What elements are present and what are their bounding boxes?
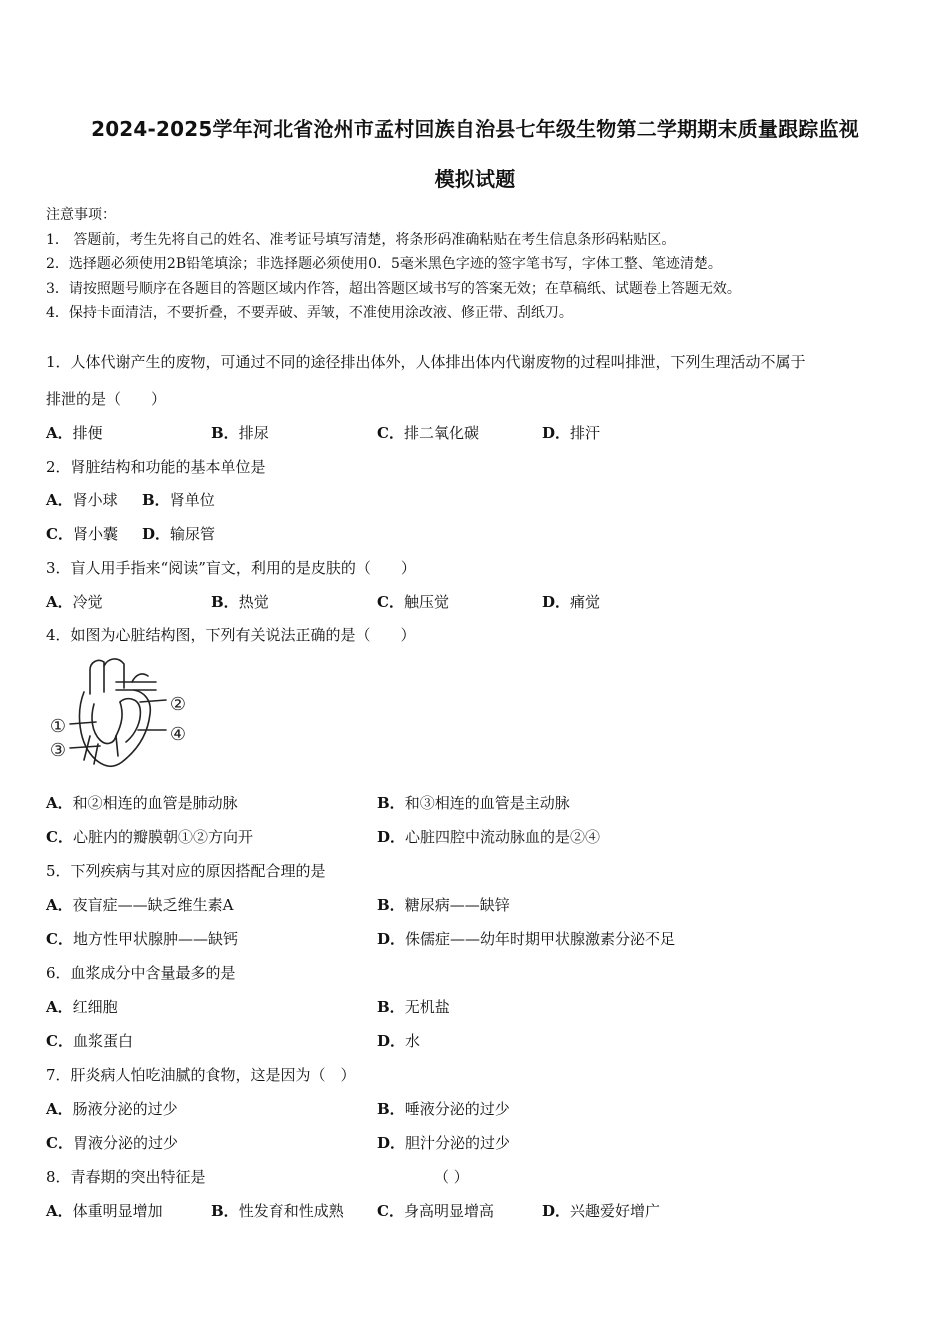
option-b: B．性发育和性成熟 — [211, 1202, 344, 1220]
option-b: B．肾单位 — [142, 491, 215, 509]
option-d: D．排汗 — [542, 424, 601, 442]
question-stem: 1．人体代谢产生的废物，可通过不同的途径排出体外，人体排出体内代谢废物的过程叫排泄，下列生理活动不属于 — [46, 353, 806, 371]
option-c: C．血浆蛋白 — [46, 1032, 133, 1050]
option-a: A．体重明显增加 — [46, 1202, 163, 1220]
option-a: A．红细胞 — [46, 998, 118, 1016]
option-a: A．肾小球 — [46, 491, 118, 509]
question-stem: 8．青春期的突出特征是 — [46, 1168, 206, 1186]
option-d: D．胆汁分泌的过少 — [377, 1134, 511, 1152]
option-b: B．糖尿病——缺锌 — [377, 896, 510, 914]
option-d: D．痛觉 — [542, 593, 601, 611]
label-1: ① — [49, 716, 67, 737]
note-item: 2．选择题必须使用2B铅笔填涂；非选择题必须使用0．5毫米黑色字迹的签字笔书写，字体工整、笔迹清楚。 — [46, 256, 722, 272]
page-title-line2: 模拟试题 — [434, 167, 516, 191]
option-a: A．排便 — [46, 424, 103, 442]
option-c: C．触压觉 — [377, 593, 449, 611]
heart-diagram — [44, 652, 196, 774]
option-d: D．侏儒症——幼年时期甲状腺激素分泌不足 — [377, 930, 676, 948]
note-item: 4．保持卡面清洁，不要折叠，不要弄破、弄皱，不准使用涂改液、修正带、刮纸刀。 — [46, 305, 573, 321]
question-stem: 4．如图为心脏结构图，下列有关说法正确的是（ ） — [46, 626, 416, 644]
option-c: C．地方性甲状腺肿——缺钙 — [46, 930, 238, 948]
label-2: ② — [169, 694, 187, 715]
option-c: C．排二氧化碳 — [377, 424, 479, 442]
note-item: 3．请按照题号顺序在各题目的答题区域内作答，超出答题区域书写的答案无效；在草稿纸、试题卷上答题无效。 — [46, 280, 741, 297]
question-stem: 7．肝炎病人怕吃油腻的食物，这是因为（ ） — [46, 1066, 356, 1084]
option-c: C．胃液分泌的过少 — [46, 1134, 178, 1152]
option-a: A．夜盲症——缺乏维生素A — [46, 896, 234, 914]
notes-section — [46, 203, 741, 326]
option-d: D．心脏四腔中流动脉血的是②④ — [377, 828, 601, 846]
option-d: D．水 — [377, 1032, 421, 1050]
option-c: C．心脏内的瓣膜朝①②方向开 — [46, 828, 253, 846]
question-stem: 2．肾脏结构和功能的基本单位是 — [46, 458, 266, 476]
option-a: A．冷觉 — [46, 593, 103, 611]
label-3: ③ — [49, 740, 67, 761]
option-c: C．身高明显增高 — [377, 1202, 494, 1220]
option-d: D．输尿管 — [142, 525, 216, 543]
option-a: A．肠液分泌的过少 — [46, 1100, 178, 1118]
option-d: D．兴趣爱好增广 — [542, 1202, 661, 1220]
option-b: B．热觉 — [211, 593, 269, 611]
option-b: B．无机盐 — [377, 998, 450, 1016]
question-stem: 6．血浆成分中含量最多的是 — [46, 964, 236, 982]
label-4: ④ — [169, 724, 187, 745]
notes-heading: 注意事项： — [46, 207, 116, 223]
question-stem-cont: 排泄的是（ ） — [46, 390, 167, 408]
option-b: B．排尿 — [211, 424, 269, 442]
question-stem: 3．盲人用手指来“阅读”盲文，利用的是皮肤的（ ） — [46, 559, 416, 577]
question-stem: 5．下列疾病与其对应的原因搭配合理的是 — [46, 862, 326, 880]
answer-paren: （ ） — [434, 1168, 469, 1186]
note-item: 1． 答题前，考生先将自己的姓名、准考证号填写清楚，将条形码准确粘贴在考生信息条形码粘贴区。 — [46, 231, 676, 248]
option-b: B．和③相连的血管是主动脉 — [377, 794, 570, 812]
option-c: C．肾小囊 — [46, 525, 118, 543]
option-a: A．和②相连的血管是肺动脉 — [46, 794, 238, 812]
page-title: 2024-2025学年河北省沧州市孟村回族自治县七年级生物第二学期期末质量跟踪监视 — [91, 117, 859, 141]
option-b: B．唾液分泌的过少 — [377, 1100, 510, 1118]
